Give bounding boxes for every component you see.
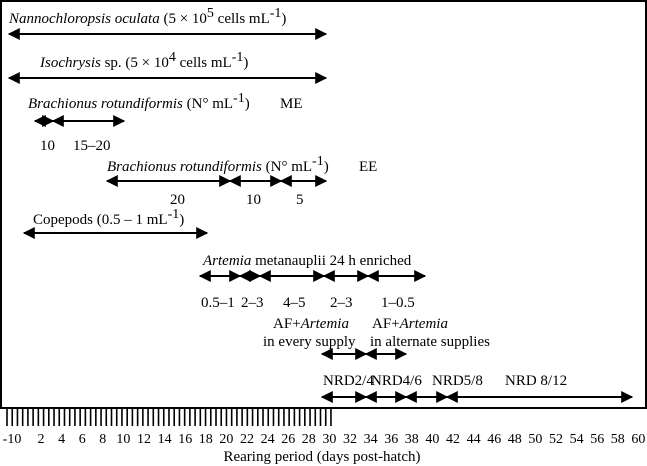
x-axis-tick-label: 40 bbox=[425, 432, 440, 447]
nrd-label-4: NRD 8/12 bbox=[505, 373, 568, 389]
x-axis-tick-label: 46 bbox=[487, 432, 502, 447]
x-axis-tick-label: 24 bbox=[260, 432, 275, 447]
nrd-label-1: NRD2/4 bbox=[323, 373, 374, 389]
copepods-label: Copepods (0.5 – 1 mL-1) bbox=[33, 207, 185, 228]
brachionus-me-label: Brachionus rotundiformis (N° mL-1) bbox=[28, 91, 250, 112]
x-axis-tick-label: 50 bbox=[528, 432, 543, 447]
x-axis-tick-label: -10 bbox=[2, 432, 22, 447]
x-axis-tick-label: 42 bbox=[446, 432, 460, 447]
x-axis-tick-label: 6 bbox=[78, 432, 86, 447]
brachionus-me-value-2: 15–20 bbox=[73, 138, 111, 154]
x-axis-tick-label: 2 bbox=[37, 432, 45, 447]
x-axis-tick-label: 48 bbox=[507, 432, 522, 447]
x-axis-tick-label: 38 bbox=[404, 432, 419, 447]
brachionus-me-tag: ME bbox=[280, 96, 303, 112]
nrd-label-3: NRD5/8 bbox=[432, 373, 483, 389]
x-axis-tick-label: 60 bbox=[631, 432, 646, 447]
brachionus-ee-value-2: 10 bbox=[246, 192, 261, 208]
af-every-label-line2: in every supply bbox=[263, 334, 356, 350]
brachionus-ee-tag: EE bbox=[359, 159, 378, 175]
artemia-value-5: 1–0.5 bbox=[381, 295, 415, 311]
artemia-value-2: 2–3 bbox=[241, 295, 264, 311]
x-axis-tick-label: 16 bbox=[178, 432, 193, 447]
artemia-value-1: 0.5–1 bbox=[201, 295, 235, 311]
x-axis-tick-label: 52 bbox=[549, 432, 563, 447]
x-axis-tick-label: 32 bbox=[343, 432, 357, 447]
x-axis-tick-label: 44 bbox=[466, 432, 481, 447]
nannochloropsis-label: Nannochloropsis oculata (5 × 105 cells mL-1) bbox=[9, 6, 287, 27]
x-axis-tick-labels bbox=[3, 432, 646, 447]
x-axis-tick-label: 34 bbox=[363, 432, 378, 447]
x-axis-tick-label: 20 bbox=[219, 432, 234, 447]
isochrysis-label: Isochrysis sp. (5 × 104 cells mL-1) bbox=[40, 50, 249, 71]
af-alternate-label-line2: in alternate supplies bbox=[370, 334, 490, 350]
x-axis-title: Rearing period (days post-hatch) bbox=[223, 449, 421, 465]
af-every-label-line1: AF+Artemia bbox=[273, 316, 349, 332]
brachionus-ee-value-1: 20 bbox=[170, 192, 185, 208]
x-axis-tick-label: 54 bbox=[569, 432, 584, 447]
x-axis-tick-label: 8 bbox=[99, 432, 107, 447]
artemia-label: Artemia metanauplii 24 h enriched bbox=[203, 253, 412, 269]
x-axis-tick-label: 28 bbox=[301, 432, 316, 447]
af-alternate-label-line1: AF+Artemia bbox=[372, 316, 448, 332]
x-axis-tick-label: 18 bbox=[198, 432, 213, 447]
artemia-value-4: 2–3 bbox=[330, 295, 353, 311]
x-axis-tick-label: 10 bbox=[116, 432, 131, 447]
x-axis-tick-label: 30 bbox=[322, 432, 337, 447]
x-axis-tick-label: 4 bbox=[58, 432, 66, 447]
x-axis-tick-label: 58 bbox=[610, 432, 625, 447]
brachionus-ee-value-3: 5 bbox=[296, 192, 304, 208]
x-axis-tick-label: 26 bbox=[281, 432, 296, 447]
x-axis-tick-label: 12 bbox=[137, 432, 151, 447]
brachionus-ee-label: Brachionus rotundiformis (N° mL-1) bbox=[107, 154, 329, 175]
artemia-value-3: 4–5 bbox=[283, 295, 306, 311]
x-axis-tick-marks bbox=[7, 408, 331, 426]
x-axis-tick-label: 56 bbox=[590, 432, 605, 447]
brachionus-me-value-1: 10 bbox=[40, 138, 55, 154]
nrd-label-2: NRD4/6 bbox=[371, 373, 422, 389]
x-axis-tick-label: 36 bbox=[384, 432, 399, 447]
x-axis bbox=[1, 408, 646, 465]
x-axis-tick-label: 22 bbox=[240, 432, 254, 447]
x-axis-tick-label: 14 bbox=[157, 432, 172, 447]
